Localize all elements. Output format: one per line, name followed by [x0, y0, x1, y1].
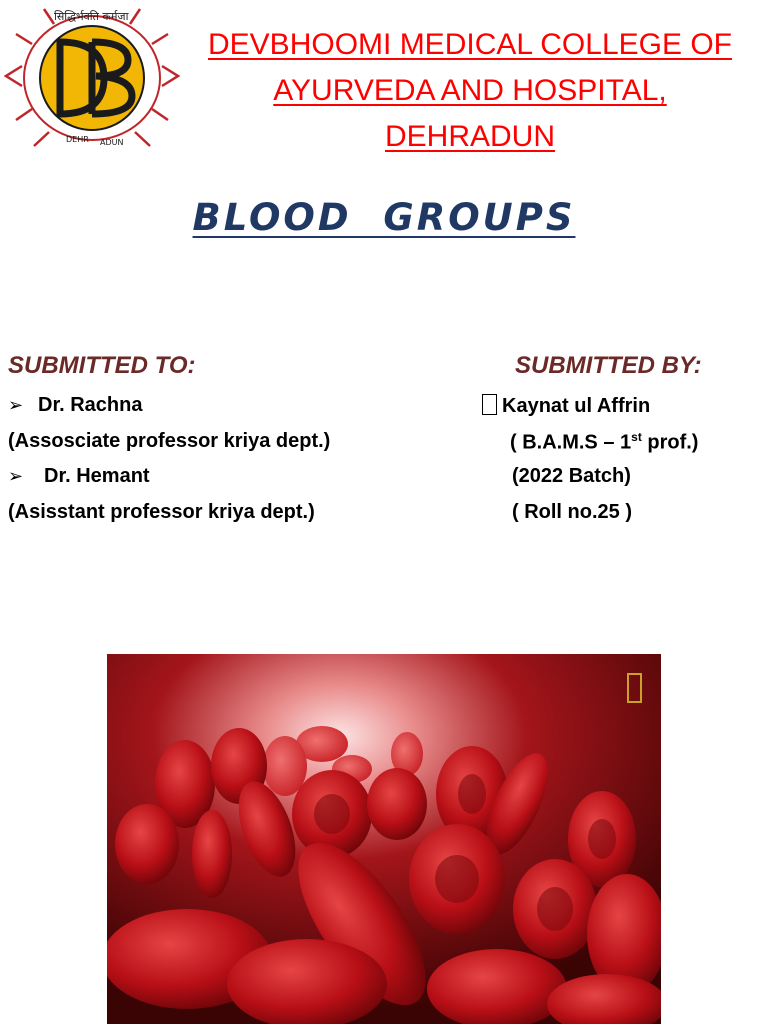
submitted-to-line: (Asisstant professor kriya dept.)	[8, 501, 315, 523]
arrow-bullet-icon: ➢	[8, 395, 24, 415]
student-name-line	[482, 394, 650, 418]
submitted-to-line	[8, 394, 142, 417]
submitted-by-heading: SUBMITTED BY:	[515, 352, 702, 379]
arrow-bullet-icon: ➢	[8, 466, 24, 486]
college-title-line: DEVBHOOMI MEDICAL COLLEGE OF	[208, 28, 732, 61]
submitted-to-line: (Assosciate professor kriya dept.)	[8, 430, 331, 452]
college-logo	[4, 4, 180, 154]
teacher-name: Dr. Rachna	[38, 394, 143, 416]
logo-motto: सिद्धिर्भवति कर्मजा	[54, 10, 129, 23]
teacher-name: Dr. Hemant	[44, 465, 150, 487]
blood-cells-image	[107, 654, 661, 1024]
college-title-line: DEHRADUN	[384, 120, 555, 153]
batch-line: (2022 Batch)	[512, 465, 631, 487]
submitted-to-line	[8, 465, 150, 488]
student-name: Kaynat ul Affrin	[502, 395, 651, 417]
college-title-line: AYURVEDA AND HOSPITAL,	[273, 74, 667, 107]
page-title: BLOOD GROUPS	[192, 196, 576, 239]
missing-glyph-icon	[627, 673, 642, 703]
missing-glyph-icon	[482, 394, 497, 415]
red-blood-cells-illustration	[107, 654, 661, 1024]
logo-city-right: ADUN	[100, 138, 124, 147]
logo-city-left: DEHR	[66, 135, 89, 144]
roll-line: ( Roll no.25 )	[512, 501, 632, 523]
college-title	[180, 22, 760, 160]
course-line: ( B.A.M.S – 1st prof.)	[510, 430, 699, 454]
submitted-to-heading: SUBMITTED TO:	[8, 352, 196, 379]
